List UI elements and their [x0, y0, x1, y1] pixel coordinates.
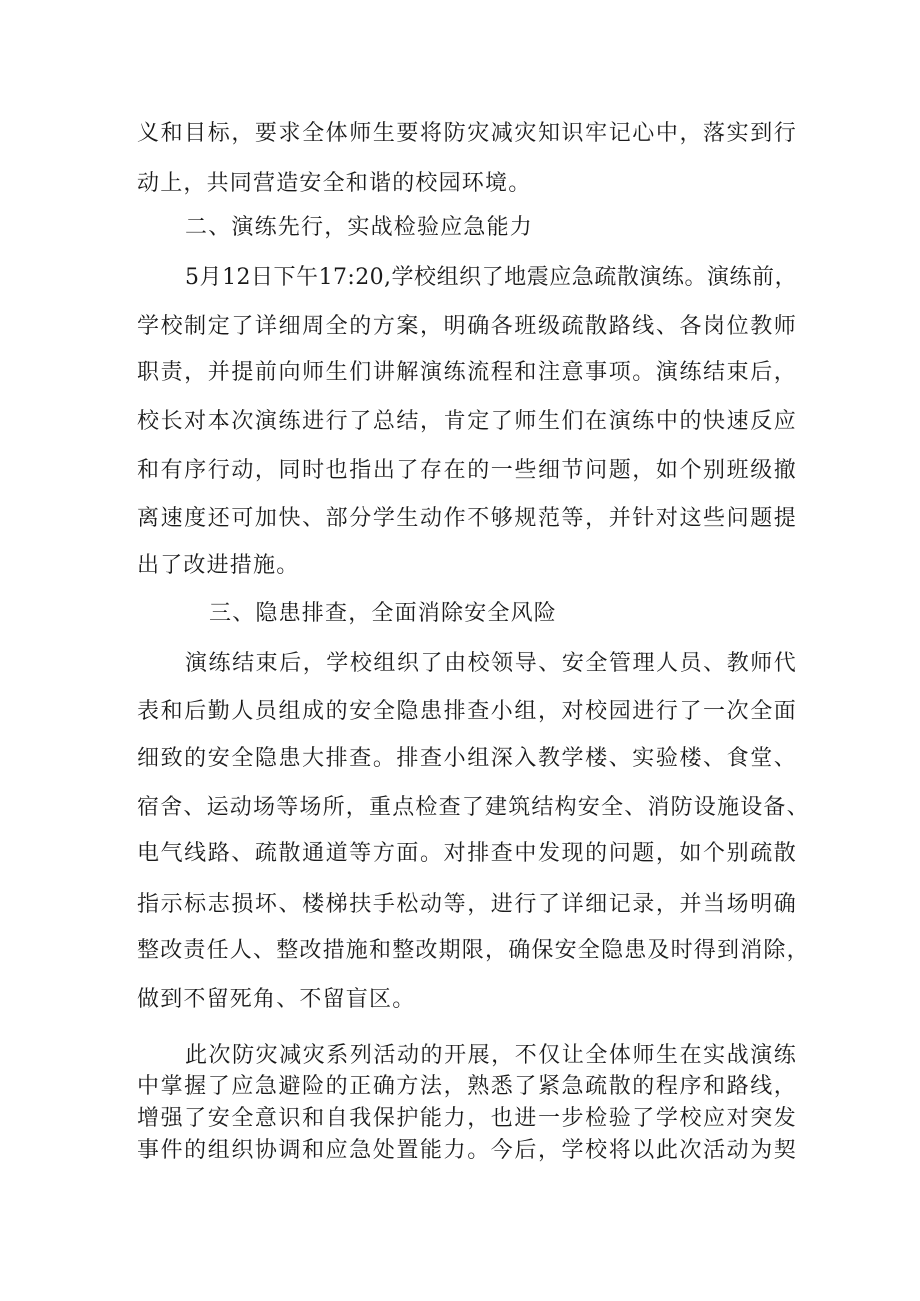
paragraph-line: 职责，并提前向师生们讲解演练流程和注意事项。演练结束后， [137, 360, 797, 385]
paragraph-line: 指示标志损坏、楼梯扶手松动等，进行了详细记录，并当场明确 [137, 892, 797, 917]
paragraph-line: 宿舍、运动场等场所，重点检查了建筑结构安全、消防设施设备、 [137, 795, 810, 820]
paragraph-line: 细致的安全隐患大排查。排查小组深入教学楼、实验楼、食堂、 [137, 746, 797, 771]
paragraph-line: 事件的组织协调和应急处置能力。今后，学校将以此次活动为契 [137, 1138, 797, 1163]
paragraph-line: 做到不留死角、不留盲区。 [137, 987, 416, 1012]
paragraph-line: 整改责任人、整改措施和整改期限，确保安全隐患及时得到消除， [137, 938, 810, 963]
paragraph-line: 增强了安全意识和自我保护能力，也进一步检验了学校应对突发 [137, 1106, 797, 1131]
paragraph-line: 和有序行动，同时也指出了存在的一些细节问题，如个别班级撤 [137, 458, 797, 483]
paragraph-line: 演练结束后，学校组织了由校领导、安全管理人员、教师代 [185, 651, 797, 676]
paragraph-line: 离速度还可加快、部分学生动作不够规范等，并针对这些问题提 [137, 506, 797, 531]
paragraph-line: 5月12日下午17:20,学校组织了地震应急疏散演练。演练前， [185, 265, 797, 290]
intro-line: 动上，共同营造安全和谐的校园环境。 [137, 171, 532, 196]
paragraph-line: 出了改进措施。 [137, 553, 300, 578]
paragraph-line: 电气线路、疏散通道等方面。对排查中发现的问题，如个别疏散 [137, 841, 797, 866]
paragraph-line: 学校制定了详细周全的方案，明确各班级疏散路线、各岗位教师 [137, 314, 797, 339]
paragraph-line: 校长对本次演练进行了总结，肯定了师生们在演练中的快速反应 [137, 409, 797, 434]
paragraph-line: 此次防灾减灾系列活动的开展，不仅让全体师生在实战演练 [185, 1043, 797, 1068]
section-heading-drill: 二、演练先行，实战检验应急能力 [185, 215, 534, 240]
paragraph-line: 中掌握了应急避险的正确方法，熟悉了紧急疏散的程序和路线， [137, 1074, 797, 1099]
paragraph-line: 表和后勤人员组成的安全隐患排查小组，对校园进行了一次全面 [137, 699, 797, 724]
intro-line: 义和目标，要求全体师生要将防灾减灾知识牢记心中，落实到行 [137, 121, 797, 146]
section-heading-inspection: 三、隐患排查，全面消除安全风险 [209, 601, 558, 626]
